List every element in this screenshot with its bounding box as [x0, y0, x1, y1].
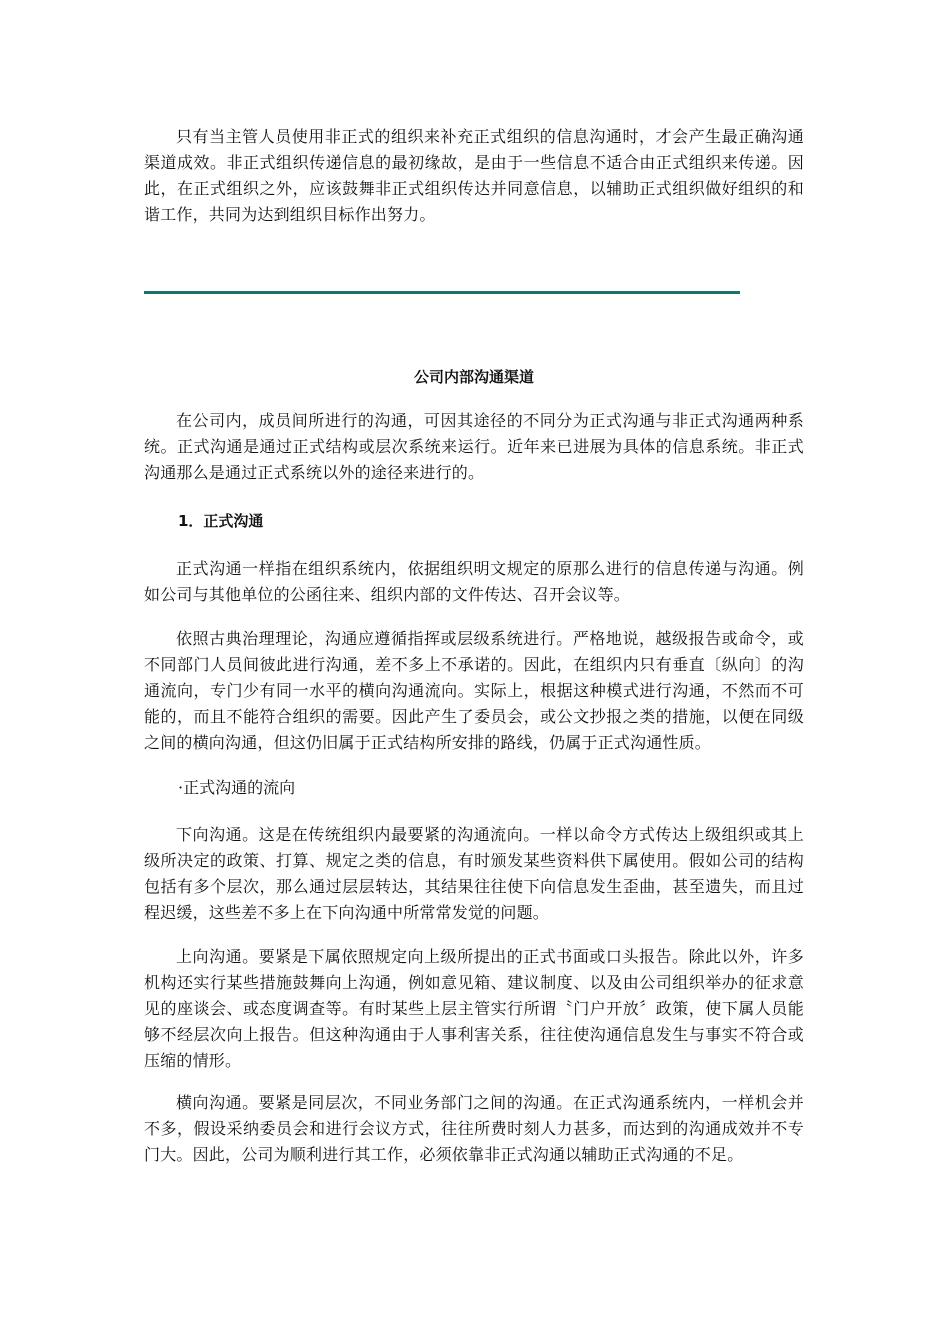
intro-paragraph: 在公司内，成员间所进行的沟通，可因其途径的不同分为正式沟通与非正式沟通两种系统。正式沟通是通过正式结构或层次系统来运行。近年来已进展为具体的信息系统。非正式沟通那么是通过正式系统以外的途径来进行的。	[144, 411, 804, 482]
horizontal-communication-paragraph: 横向沟通。要紧是同层次，不同业务部门之间的沟通。在正式沟通系统内，一样机会并不多，假设采纳委员会和进行会议方式，往往所费时刻人力甚多，而达到的沟通成效并不专门大。因此，公司为顺利进行其工作，必须依靠非正式沟通以辅助正式沟通的不足。	[144, 1093, 804, 1164]
bullet-heading: ·正式沟通的流向	[178, 778, 296, 797]
subheading-formal-communication: 1．正式沟通	[178, 512, 264, 530]
upward-communication-paragraph: 上向沟通。要紧是下属依照规定向上级所提出的正式书面或口头报告。除此以外，许多机构还实行某些措施鼓舞向上沟通，例如意见箱、建议制度、以及由公司组织举办的征求意见的座谈会、或态度调查等。有时某些上层主管实行所谓〝门户开放〞政策，使下属人员能够不经层次向上报告。但这种沟通由于人事利害关系，往往使沟通信息发生与事实不符合或压缩的情形。	[144, 947, 804, 1070]
section-title: 公司内部沟通渠道	[413, 368, 534, 386]
formal-paragraph-2: 依照古典治理理论，沟通应遵循指挥或层级系统进行。严格地说，越级报告或命令，或不同部门人员间彼此进行沟通，差不多上不承诺的。因此，在组织内只有垂直〔纵向〕的沟通流向，专门少有同一水平的横向沟通流向。实际上，根据这种模式进行沟通，不然而不可能的，而且不能符合组织的需要。因此产生了委员会，或公文抄报之类的措施，以便在同级之间的横向沟通，但这仍旧属于正式结构所安排的路线，仍属于正式沟通性质。	[144, 629, 804, 752]
formal-paragraph-1: 正式沟通一样指在组织系统内，依据组织明文规定的原那么进行的信息传递与沟通。例如公司与其他单位的公函往来、组织内部的文件传达、召开会议等。	[144, 559, 804, 604]
top-paragraph: 只有当主管人员使用非正式的组织来补充正式组织的信息沟通时，才会产生最正确沟通渠道成效。非正式组织传递信息的最初缘故，是由于一些信息不适合由正式组织来传递。因此，在正式组织之外，应该鼓舞非正式组织传达并同意信息，以辅助正式组织做好组织的和谐工作，共同为达到组织目标作出努力。	[144, 127, 804, 224]
downward-communication-paragraph: 下向沟通。这是在传统组织内最要紧的沟通流向。一样以命令方式传达上级组织或其上级所决定的政策、打算、规定之类的信息，有时颁发某些资料供下属使用。假如公司的结构包括有多个层次，那么通过层层转达，其结果往往使下向信息发生歪曲，甚至遗失，而且过程迟缓，这些差不多上在下向沟通中所常常发觉的问题。	[144, 825, 804, 922]
section-divider	[144, 291, 740, 294]
